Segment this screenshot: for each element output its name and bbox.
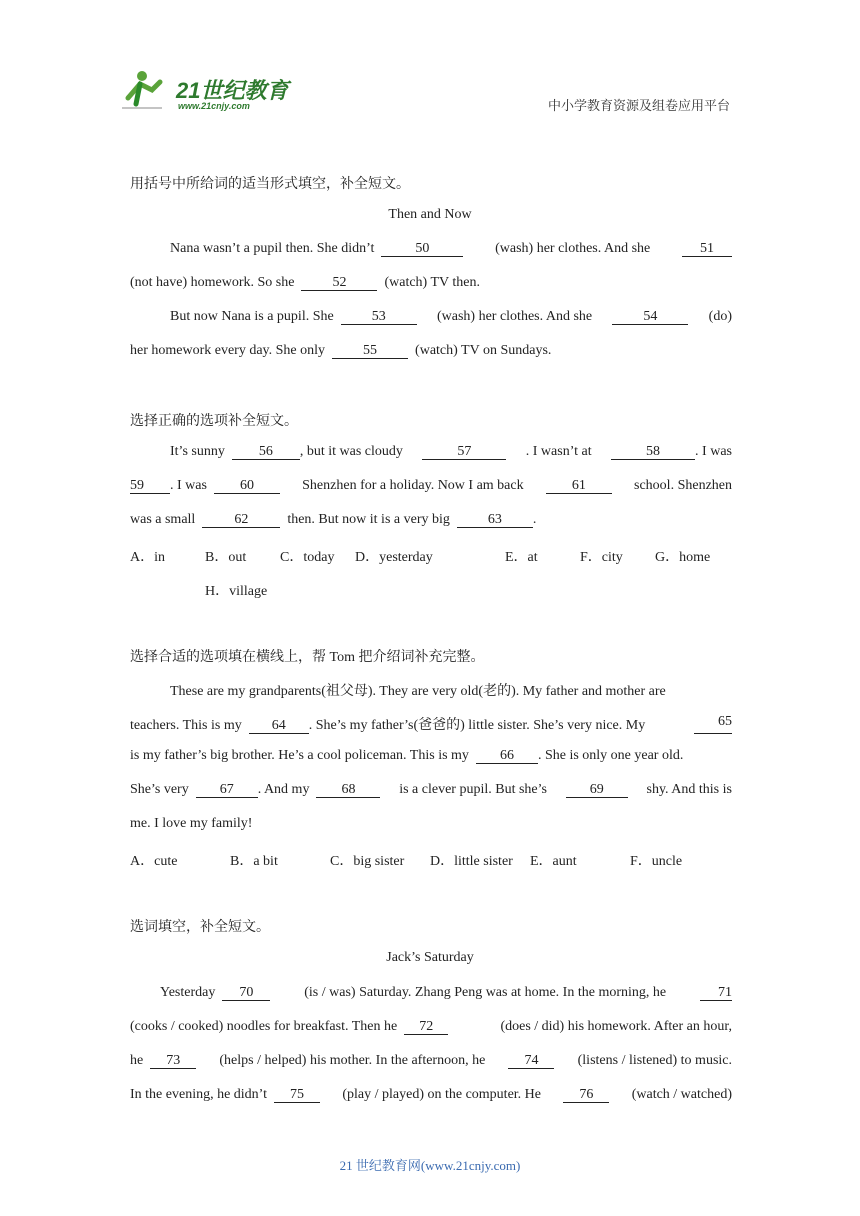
- section1-instruction: 用括号中所给词的适当形式填空，补全短文。: [130, 177, 410, 192]
- blank-64[interactable]: 64: [249, 718, 309, 734]
- text: . She’s my father’s(爸爸的) little sister. She’s very nice. My: [308, 718, 646, 733]
- blank-66[interactable]: 66: [476, 748, 538, 764]
- s3-line4: [130, 782, 732, 798]
- blank-72[interactable]: 72: [404, 1019, 448, 1035]
- text: (helps / helped) his mother. In the afternoon, he: [219, 1053, 486, 1068]
- option-a: A．cute: [130, 854, 178, 869]
- option-d: D．little sister: [430, 854, 513, 869]
- blank-76[interactable]: 76: [563, 1087, 609, 1103]
- s3-line5: me. I love my family!: [130, 816, 253, 831]
- section4-instruction: 选词填空，补全短文。: [130, 920, 270, 935]
- s4-line3: [130, 1053, 732, 1069]
- text: . I wasn’t at: [525, 444, 592, 459]
- option-c: C．big sister: [330, 854, 405, 869]
- text: (watch / watched): [631, 1087, 732, 1102]
- s2-line2: [130, 478, 732, 494]
- s3-line1: These are my grandparents(祖父母). They are very old(老的). My father and mother are: [170, 684, 666, 699]
- text: (play / played) on the computer. He: [342, 1087, 542, 1102]
- blank-74[interactable]: 74: [508, 1053, 554, 1069]
- blank-54[interactable]: 54: [612, 309, 688, 325]
- blank-63[interactable]: 63: [457, 512, 533, 528]
- option-f: F．city: [580, 550, 623, 565]
- blank-58[interactable]: 58: [611, 444, 695, 460]
- blank-52[interactable]: 52: [301, 275, 377, 291]
- text: (not have) homework. So she: [130, 275, 295, 290]
- s3-line3: [130, 748, 732, 764]
- s1-line3: [130, 309, 732, 325]
- option-e: E．aunt: [530, 854, 577, 869]
- text: (watch) TV on Sundays.: [415, 343, 552, 358]
- option-e: E．at: [505, 550, 538, 565]
- footer-link[interactable]: 21 世纪教育网(www.21cnjy.com): [339, 1158, 521, 1173]
- text: (does / did) his homework. After an hour,: [500, 1019, 732, 1034]
- text: her homework every day. She only: [130, 343, 326, 358]
- text: teachers. This is my: [130, 718, 242, 733]
- text: (is / was) Saturday. Zhang Peng was at home. In the morning, he: [304, 985, 667, 1000]
- text: is my father’s big brother. He’s a cool policeman. This is my: [130, 748, 469, 763]
- blank-73[interactable]: 73: [150, 1053, 196, 1069]
- section3-instruction: 选择合适的选项填在横线上，帮 Tom 把介绍词补充完整。: [130, 650, 485, 665]
- s1-line4: [130, 343, 732, 359]
- text: In the evening, he didn’t: [130, 1087, 267, 1102]
- text: She’s very: [130, 782, 189, 797]
- blank-67[interactable]: 67: [196, 782, 258, 798]
- logo-subtext: www.21cnjy.com: [178, 101, 250, 111]
- blank-62[interactable]: 62: [202, 512, 280, 528]
- blank-50[interactable]: 50: [381, 241, 463, 257]
- text: was a small: [130, 512, 196, 527]
- blank-55[interactable]: 55: [332, 343, 408, 359]
- blank-65[interactable]: 65: [694, 714, 732, 734]
- text: (cooks / cooked) noodles for breakfast. Then he: [130, 1019, 398, 1034]
- blank-75[interactable]: 75: [274, 1087, 320, 1103]
- text: It’s sunny: [170, 444, 225, 459]
- s1-line1: [130, 241, 732, 257]
- s2-line3: [130, 512, 732, 528]
- text: , but it was cloudy: [299, 444, 403, 459]
- blank-57[interactable]: 57: [422, 444, 506, 460]
- section1-title: Then and Now: [388, 207, 472, 222]
- text: is a clever pupil. But she’s: [399, 782, 547, 797]
- text: then. But now it is a very big: [287, 512, 450, 527]
- blank-53[interactable]: 53: [341, 309, 417, 325]
- section4-title: Jack’s Saturday: [386, 950, 474, 965]
- blank-71[interactable]: 71: [700, 985, 732, 1001]
- blank-51[interactable]: 51: [682, 241, 732, 257]
- blank-61[interactable]: 61: [546, 478, 612, 494]
- text: (do): [708, 309, 732, 324]
- blank-56[interactable]: 56: [232, 444, 300, 460]
- text: (wash) her clothes. And she: [436, 309, 593, 324]
- text: . And my: [257, 782, 310, 797]
- logo-text: 21世纪教育: [176, 78, 289, 103]
- platform-name: 中小学教育资源及组卷应用平台: [548, 98, 731, 113]
- text: . I was: [170, 478, 207, 493]
- blank-69[interactable]: 69: [566, 782, 628, 798]
- text: he: [130, 1053, 144, 1068]
- blank-68[interactable]: 68: [316, 782, 380, 798]
- text: (wash) her clothes. And she: [495, 241, 651, 256]
- text: . I was: [695, 444, 732, 459]
- s1-line2: [130, 275, 732, 291]
- text: (watch) TV then.: [384, 275, 480, 290]
- s4-line1: [130, 985, 732, 1001]
- section2-instruction: 选择正确的选项补全短文。: [130, 414, 298, 429]
- text: (listens / listened) to music.: [577, 1053, 732, 1068]
- option-b: B．a bit: [230, 854, 278, 869]
- option-c: C．today: [280, 550, 335, 565]
- option-g: G．home: [655, 550, 711, 565]
- option-h: H．village: [205, 584, 268, 599]
- blank-70[interactable]: 70: [222, 985, 270, 1001]
- s2-line1: [130, 444, 732, 460]
- option-d: D．yesterday: [355, 550, 433, 565]
- blank-60[interactable]: 60: [214, 478, 280, 494]
- option-b: B．out: [205, 550, 247, 565]
- site-logo: [122, 68, 292, 116]
- text: shy. And this is: [646, 782, 732, 797]
- text: Nana wasn’t a pupil then. She didn’t: [170, 241, 375, 256]
- text: Yesterday: [160, 985, 216, 1000]
- blank-59[interactable]: 59: [130, 478, 170, 494]
- text: Shenzhen for a holiday. Now I am back: [302, 478, 524, 493]
- text: .: [532, 512, 537, 527]
- s4-line4: [130, 1087, 732, 1103]
- text: . She is only one year old.: [537, 748, 684, 763]
- s3-line2: [130, 714, 732, 734]
- option-f: F．uncle: [630, 854, 683, 869]
- option-a: A．in: [130, 550, 165, 565]
- s4-line2: [130, 1019, 732, 1035]
- text: But now Nana is a pupil. She: [170, 309, 334, 324]
- text: school. Shenzhen: [634, 478, 732, 493]
